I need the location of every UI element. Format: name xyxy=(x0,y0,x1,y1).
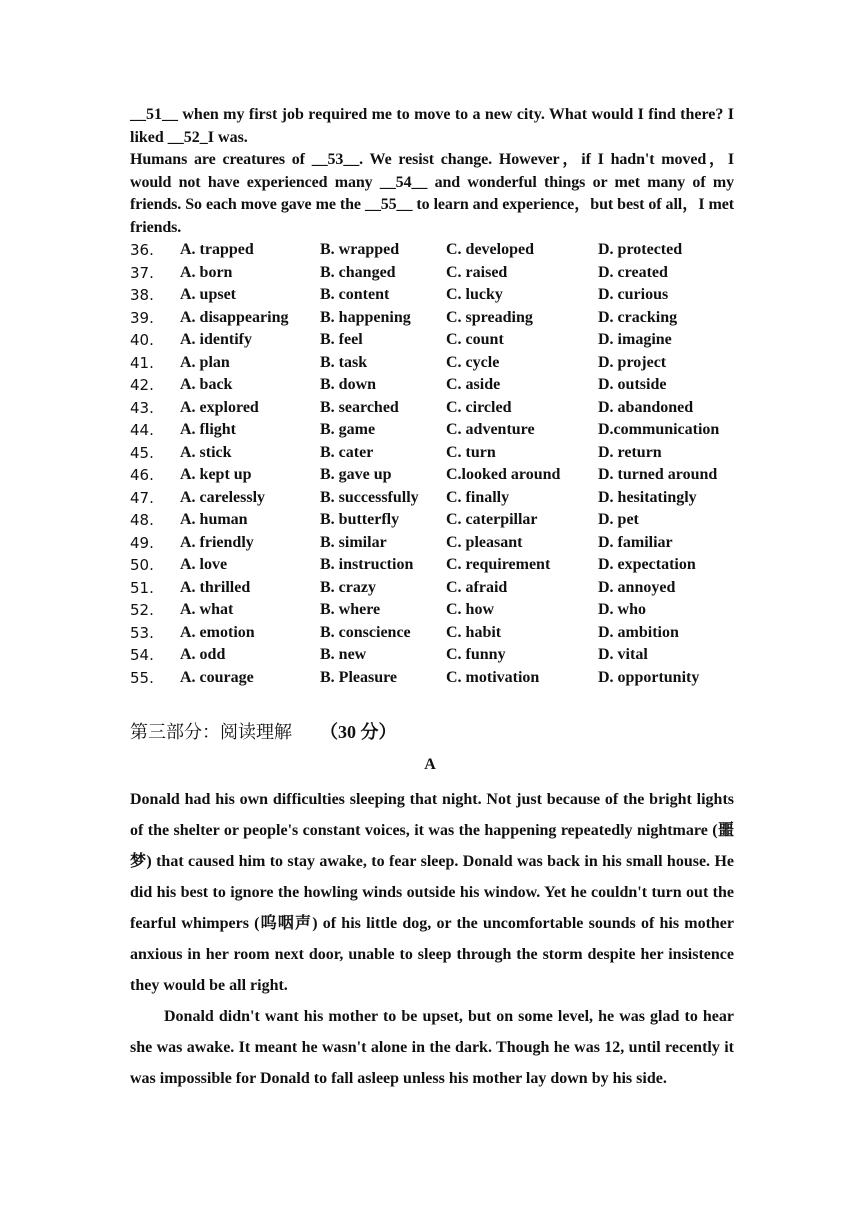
option-b: B. cater xyxy=(320,443,374,461)
section-score: （30 分） xyxy=(320,722,397,742)
option-row xyxy=(130,284,734,307)
option-row xyxy=(130,307,734,330)
option-row xyxy=(130,622,734,645)
option-a: A. odd xyxy=(180,646,226,663)
option-a: A. carelessly xyxy=(180,488,266,506)
question-number: 45. xyxy=(130,443,154,462)
question-number: 38. xyxy=(130,286,154,304)
option-b: B. instruction xyxy=(320,556,414,573)
option-c: C. developed xyxy=(446,241,534,258)
option-c: C. spreading xyxy=(446,308,533,326)
option-c: C. circled xyxy=(446,398,512,416)
option-b: B. wrapped xyxy=(320,241,400,258)
option-b: B. feel xyxy=(320,331,363,348)
option-b: B. Pleasure xyxy=(320,668,398,686)
question-number: 53. xyxy=(130,623,154,642)
question-number: 49. xyxy=(130,533,154,552)
passage-paragraph-2: Donald didn't want his mother to be upset, but on some level, he was glad to hear she was awake. It meant he wasn't alone in the dark. Though he was 12, until recently it was impossible for Donald to fall asleep unless his mother lay down by his side. xyxy=(130,1008,734,1087)
option-a: A. disappearing xyxy=(180,308,289,326)
option-a: A. flight xyxy=(180,421,236,438)
section-title: 第三部分：阅读理解 xyxy=(130,722,292,743)
option-row xyxy=(130,352,734,375)
option-row xyxy=(130,464,734,487)
option-a: A. upset xyxy=(180,286,237,303)
cloze-passage xyxy=(130,104,734,689)
option-row xyxy=(130,419,734,442)
option-d: D. created xyxy=(598,263,668,281)
option-row xyxy=(130,599,734,622)
option-c: C. caterpillar xyxy=(446,511,538,528)
option-d: D. return xyxy=(598,443,662,461)
option-row xyxy=(130,644,734,667)
option-a: A. stick xyxy=(180,443,232,461)
option-b: B. similar xyxy=(320,533,387,551)
option-c: C. requirement xyxy=(446,556,551,573)
option-d: D. outside xyxy=(598,376,667,393)
section-heading xyxy=(130,718,397,744)
option-d: D. annoyed xyxy=(598,578,676,596)
option-a: A. love xyxy=(180,556,228,573)
option-row xyxy=(130,554,734,577)
option-c: C. count xyxy=(446,331,504,348)
option-b: B. gave up xyxy=(320,466,392,483)
option-a: A. trapped xyxy=(180,241,254,258)
option-d: D. opportunity xyxy=(598,668,700,686)
question-number: 39. xyxy=(130,308,154,327)
option-d: D. expectation xyxy=(598,556,696,573)
option-b: B. happening xyxy=(320,308,411,326)
option-d: D. protected xyxy=(598,241,683,258)
option-row xyxy=(130,532,734,555)
option-c: C. motivation xyxy=(446,668,540,686)
option-a: A. kept up xyxy=(180,466,252,483)
option-d: D. familiar xyxy=(598,533,673,551)
cloze-paragraph-1: __51__ when my first job required me to move to a new city. What would I find there? I liked __52_I was. xyxy=(130,106,734,146)
option-c: C. pleasant xyxy=(446,533,523,551)
option-c: C. aside xyxy=(446,376,501,393)
question-number: 54. xyxy=(130,646,154,664)
option-a: A. courage xyxy=(180,668,254,686)
option-c: C. lucky xyxy=(446,286,503,303)
question-number: 36. xyxy=(130,241,154,259)
option-b: B. new xyxy=(320,646,367,663)
cloze-paragraph-2: Humans are creatures of __53__. We resist change. However，if I hadn't moved，I would not have experienced many __54__ and wonderful things or met many of my friends. So each move gave me the __55__ to learn and experience，but best of all，I met friends. xyxy=(130,151,734,236)
passage-title: A xyxy=(424,756,436,773)
option-a: A. human xyxy=(180,511,248,528)
option-c: C. finally xyxy=(446,488,510,506)
option-a: A. what xyxy=(180,601,234,618)
question-number: 44. xyxy=(130,421,154,439)
option-b: B. game xyxy=(320,421,376,438)
question-number: 46. xyxy=(130,466,154,484)
option-row xyxy=(130,442,734,465)
option-c: C. adventure xyxy=(446,421,535,438)
question-number: 43. xyxy=(130,398,154,417)
option-row xyxy=(130,667,734,690)
option-d: D. curious xyxy=(598,286,669,303)
option-row xyxy=(130,329,734,352)
option-row xyxy=(130,509,734,532)
option-a: A. plan xyxy=(180,353,230,371)
option-b: B. content xyxy=(320,286,390,303)
option-d: D. cracking xyxy=(598,308,678,326)
option-d: D. ambition xyxy=(598,623,679,641)
option-c: C. raised xyxy=(446,263,508,281)
question-number: 50. xyxy=(130,556,154,574)
option-b: B. where xyxy=(320,601,381,618)
option-c: C. funny xyxy=(446,646,506,663)
option-c: C.looked around xyxy=(446,466,561,483)
option-row xyxy=(130,397,734,420)
option-row xyxy=(130,262,734,285)
option-b: B. down xyxy=(320,376,377,393)
option-a: A. born xyxy=(180,263,233,281)
option-d: D. who xyxy=(598,601,647,618)
option-a: A. emotion xyxy=(180,623,255,641)
option-c: C. how xyxy=(446,601,495,618)
option-b: B. successfully xyxy=(320,488,419,506)
question-number: 42. xyxy=(130,376,154,394)
question-number: 51. xyxy=(130,578,154,597)
passage-paragraph-1: Donald had his own difficulties sleeping that night. Not just because of the bright lights of the shelter or people's constant voices, it was the happening repeatedly nightmare (噩梦) that caused him to stay awake, to fear sleep. Donald was back in his small house. He did his best to ignore the howling winds outside his window. Yet he couldn't turn out the fearful whimpers (呜咽声) of his little dog, or the uncomfortable sounds of his mother anxious in her room next door, unable to sleep through the storm despite her insistence they would be all right. xyxy=(130,791,734,994)
option-c: C. afraid xyxy=(446,578,508,596)
option-row xyxy=(130,577,734,600)
option-row xyxy=(130,239,734,262)
option-d: D. pet xyxy=(598,511,639,528)
option-b: B. task xyxy=(320,353,368,371)
option-d: D. abandoned xyxy=(598,398,694,416)
reading-passage xyxy=(130,784,734,1094)
option-b: B. changed xyxy=(320,263,396,281)
question-number: 48. xyxy=(130,511,154,529)
option-b: B. searched xyxy=(320,398,399,416)
option-row xyxy=(130,487,734,510)
option-a: A. identify xyxy=(180,331,252,348)
option-d: D.communication xyxy=(598,421,720,438)
options-list xyxy=(130,239,734,689)
option-d: D. project xyxy=(598,353,667,371)
question-number: 47. xyxy=(130,488,154,507)
question-number: 40. xyxy=(130,331,154,349)
option-c: C. turn xyxy=(446,443,496,461)
question-number: 37. xyxy=(130,263,154,282)
option-b: B. crazy xyxy=(320,578,376,596)
option-d: D. vital xyxy=(598,646,648,663)
question-number: 41. xyxy=(130,353,154,372)
option-b: B. butterfly xyxy=(320,511,400,528)
option-a: A. thrilled xyxy=(180,578,251,596)
option-d: D. imagine xyxy=(598,331,672,348)
option-d: D. hesitatingly xyxy=(598,488,697,506)
option-row xyxy=(130,374,734,397)
option-d: D. turned around xyxy=(598,466,718,483)
question-number: 55. xyxy=(130,668,154,687)
option-a: A. back xyxy=(180,376,233,393)
option-b: B. conscience xyxy=(320,623,411,641)
option-c: C. habit xyxy=(446,623,502,641)
option-a: A. friendly xyxy=(180,533,254,551)
option-c: C. cycle xyxy=(446,353,500,371)
question-number: 52. xyxy=(130,601,154,619)
option-a: A. explored xyxy=(180,398,259,416)
